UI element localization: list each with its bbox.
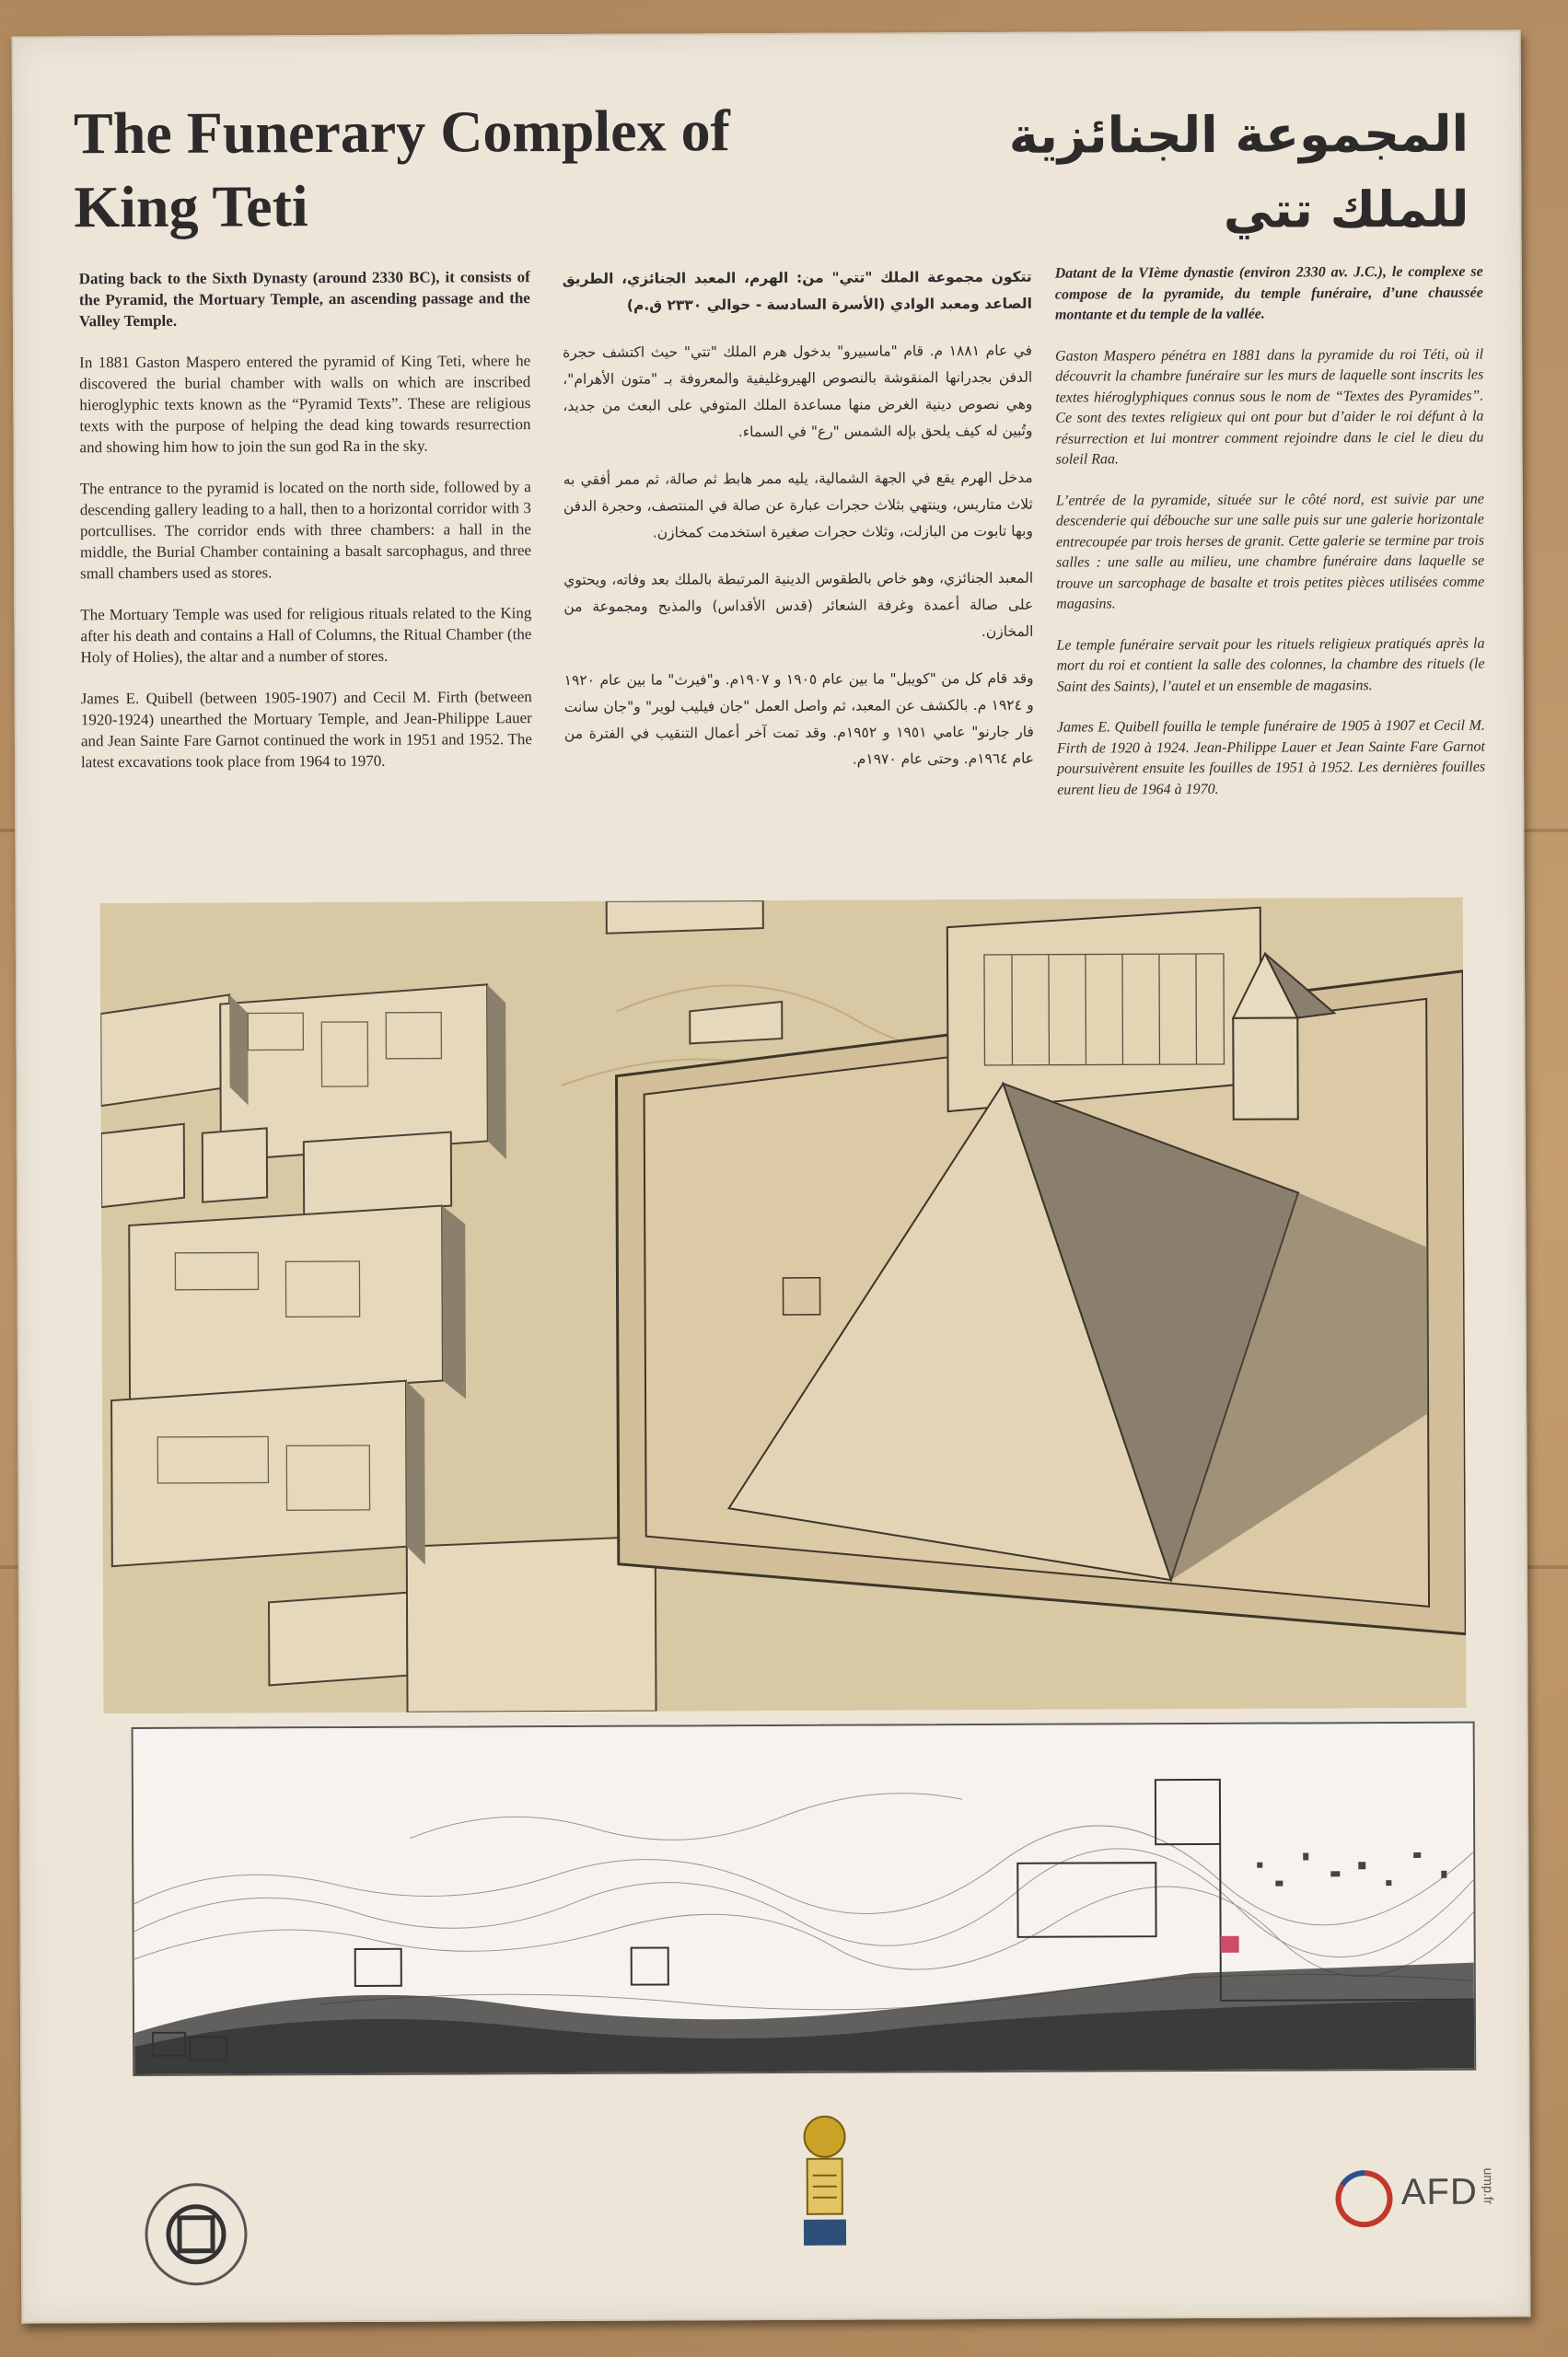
title-english: The Funerary Complex of King Teti: [73, 98, 731, 240]
french-paragraph-4: James E. Quibell fouilla le temple funéraire de 1905 à 1907 et Cecil M. Firth de 1920 à 1924. Jean-Philippe Lauer et Jean Sainte Fare Garnot poursuivèrent ensuite les fouilles de 1951 à 1952. Les dernières fouilles eurent lieu de 1964 à 1970.: [1056, 717, 1486, 798]
arabic-paragraph-3: المعبد الجنائزي، وهو خاص بالطقوس الدينية المرتبطة بالملك بعد وفاته، ويحتوي على صالة أعمدة وغرفة الشعائر (قدس الأقداس) والمذبح ومجموعة من المخازن.: [563, 569, 1034, 640]
mba-emblem-icon: [794, 2111, 855, 2249]
afd-logo: [1335, 2168, 1501, 2230]
arabic-paragraph-2: مدخل الهرم يقع في الجهة الشمالية، يليه ممر هابط ثم صالة، ثم ممر أفقي به ثلاث متاريس، وينتهي بثلاث حجرات عبارة عن صالة في المنتصف، وحجرة الدفن وبها تابوت من البازلت، وثلاث حجرات صغيرة استخدمت كمخازن.: [563, 469, 1033, 541]
english-paragraph-4: James E. Quibell (between 1905-1907) and Cecil M. Firth (between 1920-1924) unearthed the Mortuary Temple, and Jean-Philippe Lauer and Jean Sainte Fare Garnot continued the work in 1951 and 1952. The latest excavations took place from 1964 to 1970.: [80, 688, 532, 772]
drawing-illustration: [100, 898, 1467, 1713]
afd-label: AFD: [1400, 2171, 1478, 2213]
french-column: [1055, 262, 1486, 821]
site-plan-illustration: [134, 1724, 1475, 2074]
english-column: [79, 266, 532, 793]
mba-emblem-logo: [794, 2111, 855, 2249]
information-panel: [12, 29, 1531, 2323]
arabic-paragraph-1: في عام ١٨٨١ م. قام "ماسبيرو" بدخول هرم الملك "تتي" حيث اكتشف حجرة الدفن بجدرانها المنقوشة بالنصوص الهيروغليفية والمعروفة بـ "متون الأهرام"، وهي نصوص دينية الغرض منها مساعدة الملك المتوفي على البعث من جديد، وتُبين له كيف يلحق بإله الشمس "رع" في السماء.: [563, 342, 1033, 441]
english-lead: Dating back to the Sixth Dynasty (around 2330 BC), it consists of the Pyramid, the Mortuary Temple, an ascending passage and the Valley Temple.: [78, 268, 530, 331]
french-paragraph-1: Gaston Maspero pénétra en 1881 dans la pyramide du roi Téti, où il découvrit la chambre funéraire sur les murs de laquelle sont inscrits les textes hiéroglyphiques connus sous le nom de “Textes des Pyramides”. Ce sont des textes religieux qui ont pour but d’aider le roi défunt à la résurrection et lui montrer comment rejoindre dans le ciel le dieu du soleil Raa.: [1055, 346, 1484, 468]
ump-label: ump.fr: [1481, 2167, 1496, 2205]
french-lead: Datant de la VIème dynastie (environ 2330 av. J.C.), le complexe se compose de la pyramide, du temple funéraire, d’une chaussée montante et du temple de la vallée.: [1054, 263, 1483, 323]
site-plan-map: [132, 1722, 1477, 2076]
arabic-paragraph-4: وقد قام كل من "كويبل" ما بين عام ١٩٠٥ و ١٩٠٧م. و"فيرث" ما بين عام ١٩٢٠ و ١٩٢٤ م. بالكشف عن المعبد، ثم واصل العمل "جان فيليب لوير" و"جان سانت فار جارنو" عامي ١٩٥١ و ١٩٥٢م. وقد تمت آخر أعمال التنقيب في الفترة من عام ١٩٦٤م. وحتى عام ١٩٧٠م.: [563, 669, 1035, 768]
world-heritage-logo: [143, 2180, 250, 2288]
english-paragraph-3: The Mortuary Temple was used for religious rituals related to the King after his death and contains a Hall of Columns, the Ritual Chamber (the Holy of Holies), the altar and a number of stores.: [80, 604, 532, 667]
arabic-column: [563, 264, 1034, 795]
french-paragraph-3: Le temple funéraire servait pour les rituels religieux pratiqués après la mort du roi et contient la salle des colonnes, la chambre des rituels (le Saint des Saints), l’autel et un ensemble de magasins.: [1056, 635, 1485, 695]
french-paragraph-2: L’entrée de la pyramide, située sur le côté nord, est suivie par une descenderie qui débouche sur une salle puis sur une galerie horizontale entrecoupée par trois herses de granit. Cette galerie se termine par trois salles : une salle au milieu, une chambre funéraire dans laquelle se trouve un sarcophage de basalte et trois petites pièces utilisées comme magasins.: [1055, 491, 1485, 612]
english-paragraph-1: In 1881 Gaston Maspero entered the pyramid of King Teti, where he discovered the burial chamber with walls on which are inscribed hieroglyphic texts known as the “Pyramid Texts”. These are religious texts with the purpose of helping the dead king towards resurrection and showing him how to join the sun god Ra in the sky.: [79, 352, 531, 457]
arabic-lead: تتكون مجموعة الملك "تتي" من: الهرم، المعبد الجنائزي، الطريق الصاعد ومعبد الوادي (الأسرة السادسة - حوالي ٢٣٣٠ ق.م): [562, 268, 1032, 314]
afd-ring-icon: [1335, 2168, 1396, 2229]
axonometric-drawing: [100, 898, 1467, 1713]
english-paragraph-2: The entrance to the pyramid is located on the north side, followed by a descending gallery leading to a hall, then to a horizontal corridor with 3 portcullises. The corridor ends with three chambers: a hall in the middle, the Burial Chamber containing a basalt sarcophagus, and three small chambers used as stores.: [79, 478, 532, 583]
title-arabic: المجموعة الجنائزية للملك تتي: [1008, 104, 1469, 239]
